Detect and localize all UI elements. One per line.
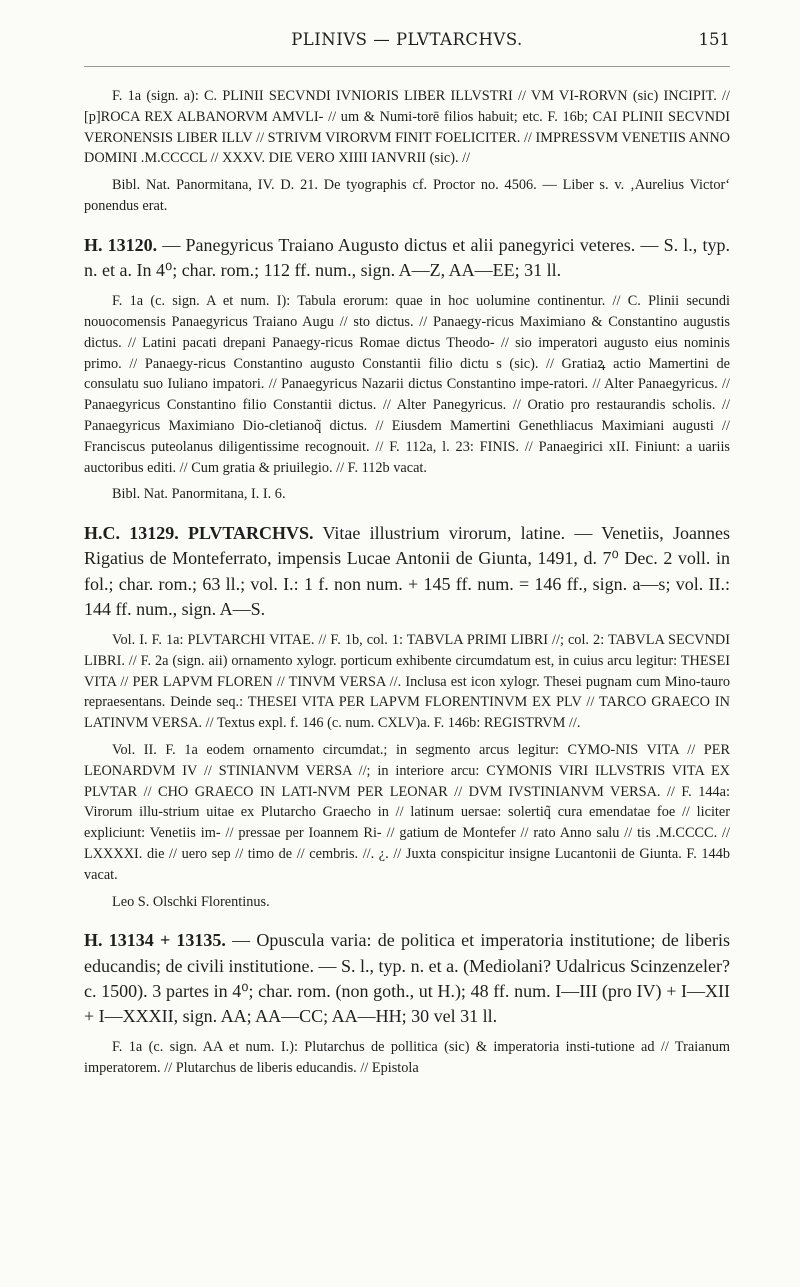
page-body xyxy=(84,86,730,1079)
catalog-entry xyxy=(84,521,730,622)
note-paragraph: F. 1a (c. sign. AA et num. I.): Plutarchus de pollitica (sic) & imperatoria insti-tutione ad // Traianum imperatorem. // Plutarchus de liberis educandis. // Epistola xyxy=(84,1039,730,1076)
entry-id: H. 13134 + 13135. xyxy=(84,930,226,951)
note-paragraph: Leo S. Olschki Florentinus. xyxy=(112,893,270,910)
entry-description: Vitae illustrium virorum, latine. — Venetiis, Joannes Rigatius de Monteferrato, impensis Lucae Antonii de Giunta, 1491, d. 7⁰ Dec. 2 voll. in fol.; char. rom.; 63 ll.; vol. I.: 1 f. non num. + 145 ff. num. = 146 ff., sign. a—s; vol. II.: 144 ff. num., sign. A—S. xyxy=(84,523,731,619)
note-paragraph: F. 1a (c. sign. A et num. I): Tabula erorum: quae in hoc uolumine continentur. // C. Plinii secundi nouocomensis Panaegyricus Traiano Augu // sto dictus. // Panaegy-ricus Maximiano & Constantino augustis dictus. // Latini pacati drepani Panaegy-ricus Romae dictus Theodo- // sio imperatori augusto eius nominis primo. // Panaegy-ricus Constantino augusto Constantii filio dictu s (sic). // Gratiaꝝ actio Mamertini de consulatu suo Iuliano impatori. // Panaegyricus Nazarii dictus Constantino impe-ratori. // Alter Panaegyricus. // Panaegyricus Constantino filio Constantii dictus. // Alter Panegyricus. // Oratio pro restaurandis scholis. // Panaegyricus Maximiano Dio-cletianoq̃ dictus. // Eiusdem Mamertini Genethliacus Maximiani augusti // Franciscus puteolanus diligentissime recognouit. // F. 112a, l. 23: FINIS. // Panaegirici xII. Finiunt: a uariis auctoribus editi. // Cum gratia & priuilegio. // F. 112b vacat. xyxy=(84,293,730,476)
note-paragraph: Vol. II. F. 1a eodem ornamento circumdat.; in segmento arcus legitur: CYMO-NIS VITA // PER LEONARDVM IV // STINIANVM VERSA //; in interiore arcu: CYMONIS VIRI ILLVSTRIS VITA EX PLVTAR // CHO GRAECO IN LATI-NVM PER LEONAR // DVM IVSTINIANVM VERSA. // F. 144a: Virorum illu-strium uitae ex Plutarcho Graecho in // latinum uersae: solertiq̃ cura emendatae foe // liciter expliciunt: Venetiis im- // pressae per Ioannem Ri- // gatium de Montefer // rato Anno salu // tis .M.CCCC. // LXXXXI. die // uero sep // timo de // cembris. //. ¿. // Juxta conspicitur insigne Lucantonii de Giunta. F. 144b vacat. xyxy=(84,741,730,883)
page-number: 151 xyxy=(698,30,730,49)
entry-author: PLVTARCHVS. xyxy=(178,523,314,544)
entry-id: H.C. 13129. xyxy=(84,523,179,544)
catalog-entry xyxy=(84,233,730,283)
page-header xyxy=(84,24,730,67)
note-paragraph: Vol. I. F. 1a: PLVTARCHI VITAE. // F. 1b, col. 1: TABVLA PRIMI LIBRI //; col. 2: TABVLA SECVNDI LIBRI. // F. 2a (sign. aii) ornamento xylogr. porticum exhibente circumdatum est, in cuius arcu legitur: THESEI VITA // PER LAPVM FLOREN // TINVM VERSA //. Inclusa est icon xylogr. Thesei pugnam cum Mino-tauro repraesentans. Deinde seq.: THESEI VITA PER LAPVM FLORENTINVM EX PLV // TARCO GRAECO IN LATINVM VERSA. // Textus expl. f. 146 (c. num. CXLV)a. F. 146b: REGISTRVM //. xyxy=(84,631,730,732)
catalog-entry xyxy=(84,928,730,1029)
entry-description: — Opuscula varia: de politica et imperatoria institutione; de liberis educandis; de civili institutione. — S. l., typ. n. et a. (Mediolani? Udalricus Scinzenzeler? c. 1500). 3 partes in 4⁰; char. rom. (non goth., ut H.); 48 ff. num. I—III (pro IV) + I—XII + I—XXXII, sign. AA; AA—CC; AA—HH; 30 vel 31 ll. xyxy=(84,930,730,1026)
entry-description: — Panegyricus Traiano Augusto dictus et alii panegyrici veteres. — S. l., typ. n. et a. In 4⁰; char. rom.; 112 ff. num., sign. A—Z, AA—EE; 31 ll. xyxy=(84,234,730,280)
note-paragraph: Bibl. Nat. Panormitana, I. I. 6. xyxy=(112,486,286,503)
note-paragraph: F. 1a (sign. a): C. PLINII SECVNDI IVNIORIS LIBER ILLVSTRI // VM VI-RORVN (sic) INCIPIT. // [p]ROCA REX ALBANORVM AMVLI- // um & Numi-torē filios habuit; etc. F. 16b; CAI PLINII SECVNDI VERONENSIS LIBER ILLV // STRIVM VIRORVM FINIT FOELICITER. // IMPRESSVM VENETIIS ANNO DOMINI .M.CCCCL // XXXV. DIE VERO XIIII IANVRII (sic). // xyxy=(84,88,730,167)
running-title: PLINIVS — PLVTARCHVS. xyxy=(291,30,523,49)
note-paragraph: Bibl. Nat. Panormitana, IV. D. 21. De tyographis cf. Proctor no. 4506. — Liber s. v. ‚Aurelius Victor‘ ponendus erat. xyxy=(84,177,730,214)
entry-id: H. 13120. xyxy=(84,234,158,255)
